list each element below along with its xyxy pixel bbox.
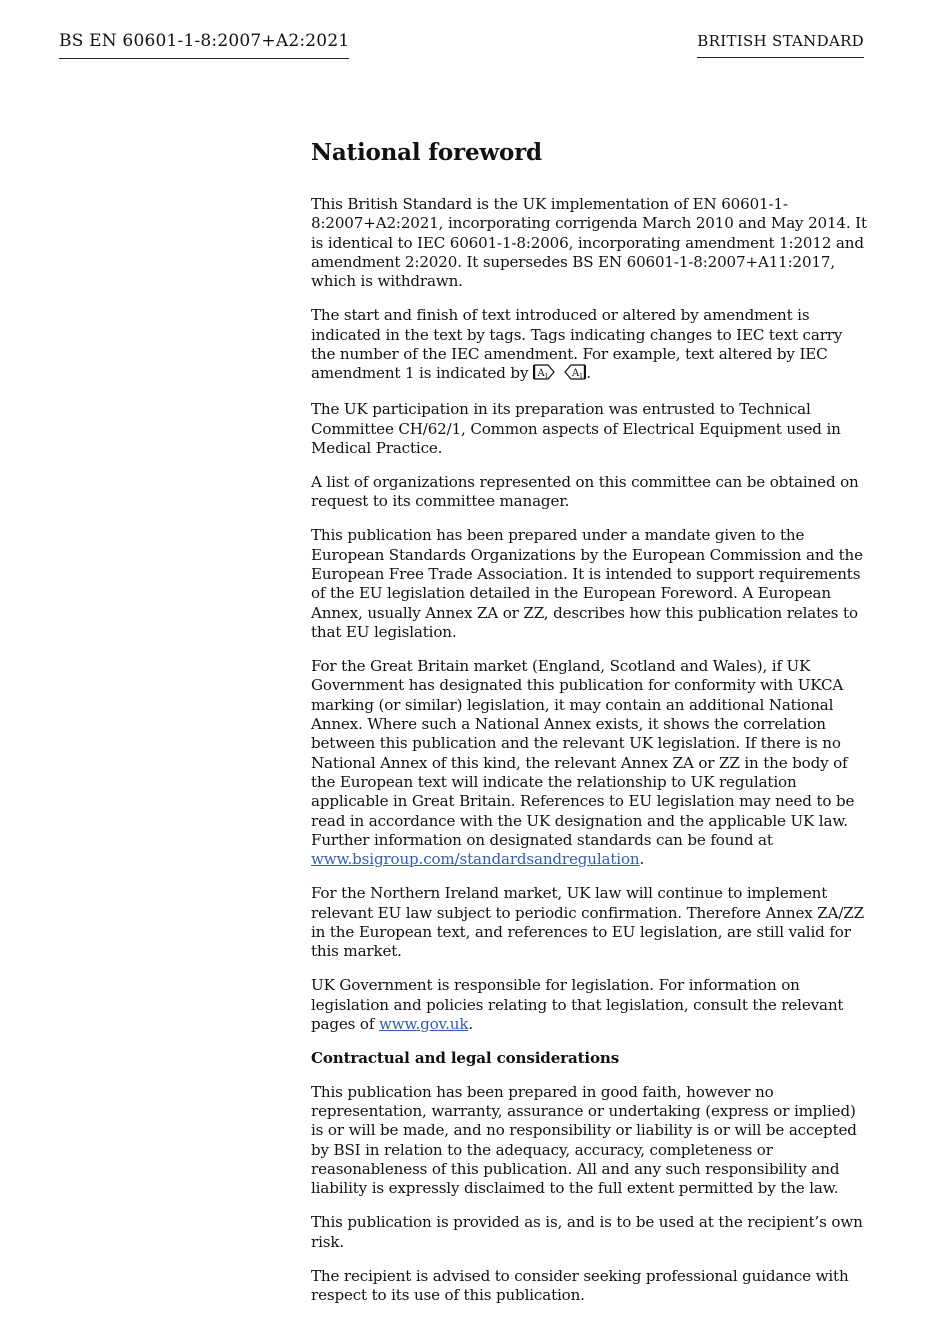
svg-text:A: A [537,368,545,380]
paragraph-committee-list: A list of organizations represented on this committee can be obtained on request to its committee manager. [311,472,859,511]
paragraph-amendment-tags-text: The start and finish of text introduced or altered by amendment is indicated in the text by tags. Tags indicating changes to IEC text carry the number of the IEC amendment. For example, text altered by IEC amendment 1 is indicated by [311,306,843,383]
paragraph-uk-government [311,976,867,1034]
page-title: National foreword [311,139,542,166]
paragraph-uk-participation: The UK participation in its preparation was entrusted to Technical Committee CH/62/1, Common aspects of Electrical Equipment used in Medical Practice. [311,400,841,457]
amendment-end-tag-icon [564,364,586,385]
paragraph-northern-ireland-market: For the Northern Ireland market, UK law will continue to implement relevant EU law subject to periodic confirmation. Therefore Annex ZA/ZZ in the European text, and references to EU legislation, are still valid for this market. [311,884,864,961]
paragraph-uk-government-end: . [468,1014,474,1033]
national-foreword-section [311,139,867,1320]
paragraph-good-faith: This publication has been prepared in good faith, however no representation, warranty, assurance or undertaking (express or implied) is or will be made, and no responsibility or liability is or will be accepted by BSI in relation to the adequacy, accuracy, completeness or reasonableness of this publication. All and any such responsibility and liability is expressly disclaimed to the full extent permitted by the law. [311,1082,857,1198]
paragraph-mandate: This publication has been prepared under a mandate given to the European Standards Organizations by the European Commission and the European Free Trade Association. It is intended to support requirements of the EU legislation detailed in the European Foreword. A European Annex, usually Annex ZA or ZZ, describes how this publication relates to that EU legislation. [311,526,863,641]
paragraph-professional-guidance: The recipient is advised to consider seeking professional guidance with respect to its use of this publication. [311,1266,849,1305]
document-id-header: BS EN 60601-1-8:2007+A2:2021 [59,31,349,59]
paragraph-own-risk: This publication is provided as is, and is to be used at the recipient’s own risk. [311,1213,863,1251]
bsigroup-standards-link[interactable]: www.bsigroup.com/standardsandregulation [311,850,640,869]
paragraph-implementation: This British Standard is the UK implementation of EN 60601-1-8:2007+A2:2021, incorporating corrigenda March 2010 and May 2014. It is identical to IEC 60601-1-8:2006, incorporating amendment 1:2012 and amendment 2:2020. It supersedes BS EN 60601-1-8:2007+A11:2017, which is withdrawn. [311,195,867,291]
svg-text:1: 1 [579,372,584,381]
paragraph-great-britain-market-text: For the Great Britain market (England, Scotland and Wales), if UK Government has designated this publication for conformity with UKCA marking (or similar) legislation, it may contain an additional National Annex. Where such a National Annex exists, it shows the correlation between this publication and the relevant UK legislation. If there is no National Annex of this kind, the relevant Annex ZA or ZZ in the body of the European text will indicate the relationship to UK regulation applicable in Great Britain. References to EU legislation may need to be read in accordance with the UK designation and the applicable UK law. Further information on designated standards can be found at [311,656,855,849]
amendment-start-tag-icon [533,364,555,385]
british-standard-label: BRITISH STANDARD [697,32,864,58]
paragraph-amendment-tags [311,306,867,385]
paragraph-great-britain-market-end: . [639,850,645,869]
svg-text:1: 1 [544,372,549,381]
paragraph-amendment-tags-end: . [586,364,591,383]
paragraph-uk-government-text: UK Government is responsible for legislation. For information on legislation and policies relating to that legislation, consult the relevant pages of [311,976,844,1033]
svg-text:A: A [572,368,580,380]
gov-uk-link[interactable]: www.gov.uk [378,1014,469,1033]
paragraph-great-britain-market [311,657,867,870]
contractual-legal-heading: Contractual and legal considerations [311,1048,620,1067]
